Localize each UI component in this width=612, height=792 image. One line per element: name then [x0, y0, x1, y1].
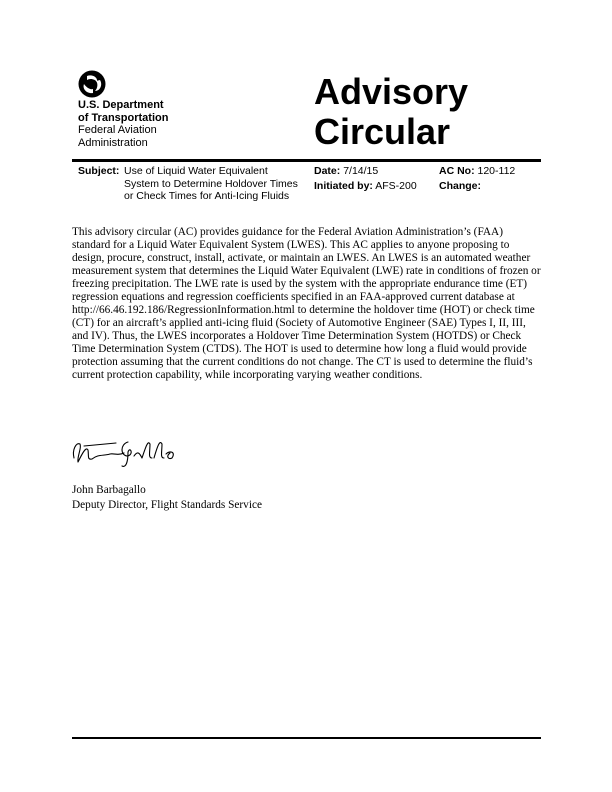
- dot-logo-icon: [78, 70, 106, 98]
- signature-block: [72, 483, 262, 512]
- ac-number-field: [439, 165, 515, 178]
- acno-value: 120-112: [477, 165, 516, 177]
- signer-name: John Barbagallo: [72, 484, 146, 496]
- title-line2: Circular: [314, 111, 451, 152]
- date-value: 7/14/15: [343, 165, 379, 177]
- initiated-value: AFS-200: [375, 180, 417, 192]
- signer-title: Deputy Director, Flight Standards Service: [72, 498, 262, 511]
- dept-line2: of Transportation: [78, 111, 169, 124]
- title-line1: Advisory: [314, 71, 469, 112]
- date-field: [314, 165, 378, 178]
- subject-label: Subject:: [78, 165, 120, 177]
- footer-rule: [72, 737, 541, 739]
- change-label: Change:: [439, 180, 481, 192]
- agency-block: [78, 99, 278, 149]
- initiated-field: [314, 180, 417, 193]
- subject-value: Use of Liquid Water Equivalent System to Determine Holdover Times or Check Times for Anti-Icing Fluids: [124, 165, 298, 202]
- initiated-label: Initiated by:: [314, 180, 373, 192]
- acno-label: AC No:: [439, 165, 475, 177]
- body-paragraph: This advisory circular (AC) provides guidance for the Federal Aviation Administration’s (FAA) standard for a Liquid Water Equivalent System (LWES). This AC applies to anyone proposing to design, procure, construct, install, activate, or maintain an LWES. An LWES is an automated weather measurement system that determines the Liquid Water Equivalent (LWE) rate in conditions of frozen or freezing precipitation. The LWE rate is used by the system with the appropriate endurance time (ET) regression equations and regression coefficients specified in an FAA-approved current database at http://66.46.192.186/RegressionInformation.html to determine the holdover time (HOT) or check time (CT) for an aircraft’s applied anti-icing fluid (Society of Automotive Engineer (SAE) Types I, II, III, and IV). Thus, the LWES incorporates a Holdover Time Determination System (HOTDS) or Check Time Determination System (CTDS). The HOT is used to determine how long a fluid would provide protection assuming that the current conditions do not change. The CT is used to determine the fluid’s current protection capability, while incorporating varying weather conditions.: [72, 226, 541, 381]
- handwritten-signature: [68, 432, 188, 472]
- document-title: [314, 72, 468, 152]
- agency-line2: Administration: [78, 136, 148, 149]
- header-rule: [72, 159, 541, 162]
- change-field: [439, 180, 481, 193]
- date-label: Date:: [314, 165, 341, 177]
- agency-line1: Federal Aviation: [78, 124, 157, 136]
- dept-line1: U.S. Department: [78, 99, 164, 111]
